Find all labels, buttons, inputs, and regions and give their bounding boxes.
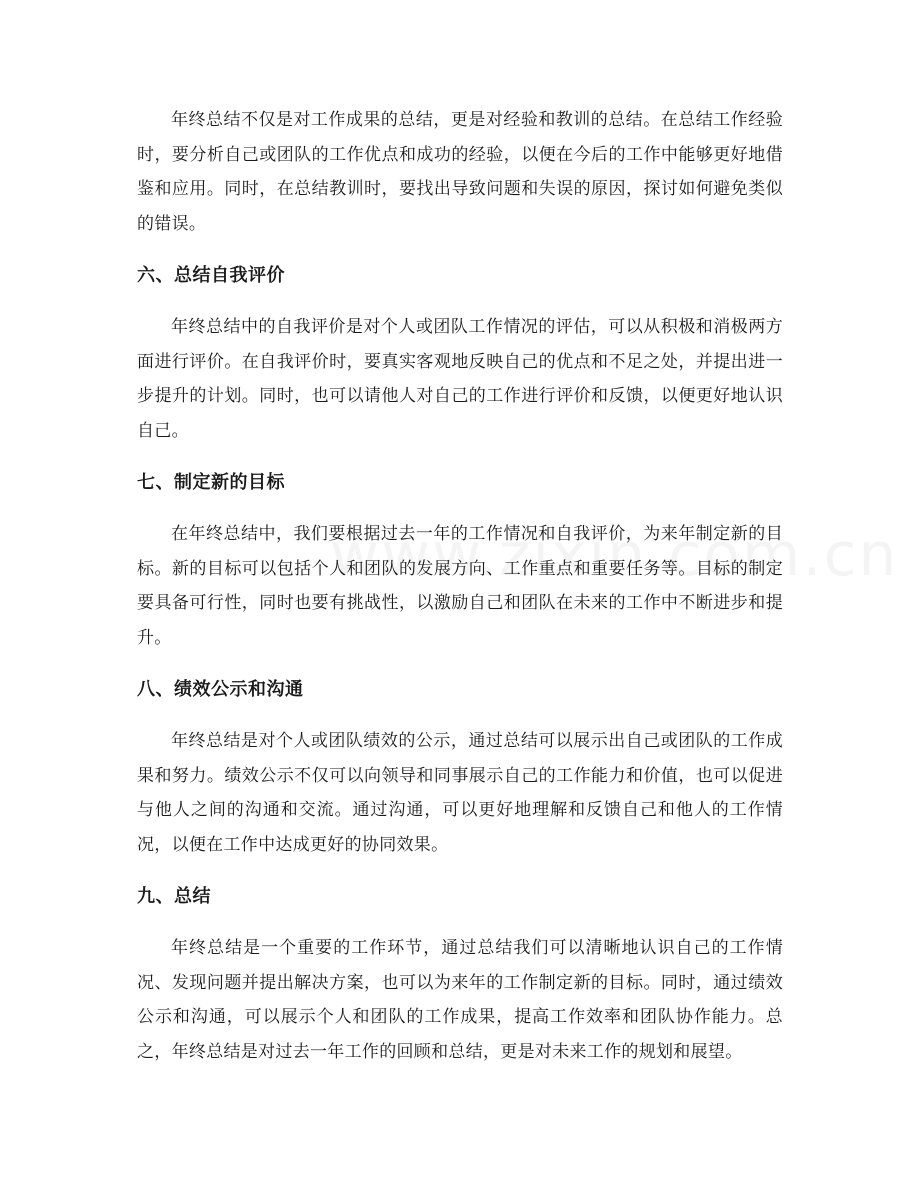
section-body-conclusion: 年终总结是一个重要的工作环节，通过总结我们可以清晰地认识自己的工作情况、发现问题并提出解决方案，也可以为来年的工作制定新的目标。同时，通过绩效公示和沟通，可以展示个人和团队的工作成果，提高工作效率和团队协作能力。总之，年终总结是对过去一年工作的回顾和总结，更是对未来工作的规划和展望。 <box>137 938 783 1062</box>
document-page <box>137 103 783 1069</box>
section-heading-new-goals: 七、制定新的目标 <box>137 472 285 493</box>
section-body-performance-communication: 年终总结是对个人或团队绩效的公示，通过总结可以展示出自己或团队的工作成果和努力。绩效公示不仅可以向领导和同事展示自己的工作能力和价值，也可以促进与他人之间的沟通和交流。通过沟通，可以更好地理解和反馈自己和他人的工作情况，以便在工作中达成更好的协同效果。 <box>137 731 783 855</box>
section-body-new-goals: 在年终总结中，我们要根据过去一年的工作情况和自我评价，为来年制定新的目标。新的目标可以包括个人和团队的发展方向、工作重点和重要任务等。目标的制定要具备可行性，同时也要有挑战性，以激励自己和团队在未来的工作中不断进步和提升。 <box>137 524 783 648</box>
intro-paragraph: 年终总结不仅是对工作成果的总结，更是对经验和教训的总结。在总结工作经验时，要分析自己或团队的工作优点和成功的经验，以便在今后的工作中能够更好地借鉴和应用。同时，在总结教训时，要找出导致问题和失误的原因，探讨如何避免类似的错误。 <box>137 110 783 234</box>
section-heading-performance-communication: 八、绩效公示和沟通 <box>137 679 304 700</box>
section-body-self-evaluation: 年终总结中的自我评价是对个人或团队工作情况的评估，可以从积极和消极两方面进行评价。在自我评价时，要真实客观地反映自己的优点和不足之处，并提出进一步提升的计划。同时，也可以请他人对自己的工作进行评价和反馈，以便更好地认识自己。 <box>137 317 783 441</box>
section-heading-conclusion: 九、总结 <box>137 886 211 907</box>
section-heading-self-evaluation: 六、总结自我评价 <box>137 265 285 286</box>
